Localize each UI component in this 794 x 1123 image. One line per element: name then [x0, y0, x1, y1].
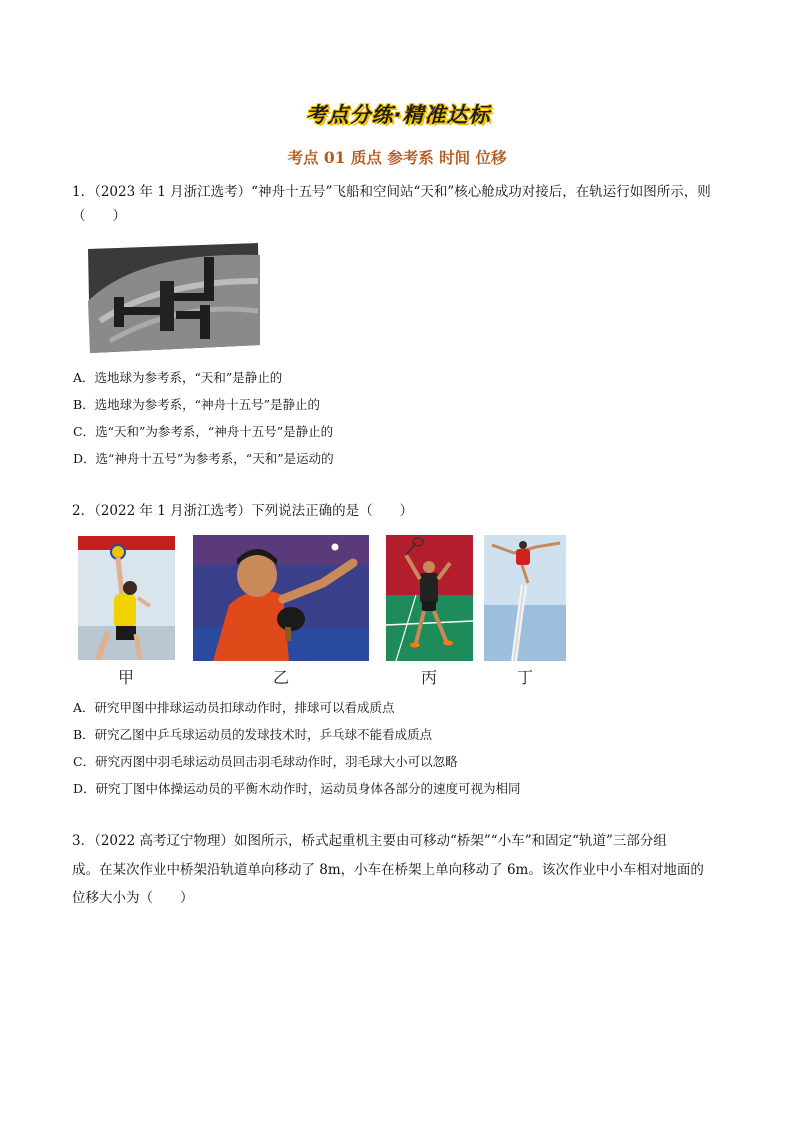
question-2-text: 2．（2022 年 1 月浙江选考）下列说法正确的是（ ） [72, 503, 414, 519]
section-banner: 考点分练·精准达标 [305, 103, 491, 127]
caption-bing: 丙 [420, 668, 437, 687]
section-subtitle: 考点 01 质点 参考系 时间 位移 [287, 148, 507, 167]
badminton-image [386, 535, 473, 661]
caption-jia: 甲 [117, 668, 134, 687]
space-station-image [80, 241, 262, 355]
question-3-line-2: 成。在某次作业中桥架沿轨道单向移动了 8m，小车在桥架上单向移动了 6m。该次作业中小车相对地面的 [72, 862, 704, 878]
q2-option-a: A．研究甲图中排球运动员扣球动作时，排球可以看成质点 [73, 700, 395, 715]
q1-option-b: B．选地球为参考系，“神舟十五号”是静止的 [73, 397, 320, 412]
volleyball-image [78, 536, 175, 660]
q1-option-c: C．选“天和”为参考系，“神舟十五号”是静止的 [73, 424, 334, 439]
q2-option-b: B．研究乙图中乒乓球运动员的发球技术时，乒乓球不能看成质点 [73, 727, 433, 742]
q1-option-a: A．选地球为参考系，“天和”是静止的 [73, 370, 283, 385]
q2-option-d: D．研究丁图中体操运动员的平衡木动作时，运动员身体各部分的速度可视为相同 [73, 781, 521, 796]
balance-beam-image [484, 535, 566, 661]
question-3-line-3: 位移大小为（ ） [72, 890, 194, 906]
q1-option-d: D．选“神舟十五号”为参考系，“天和”是运动的 [73, 451, 334, 466]
question-1-text: 1．（2023 年 1 月浙江选考）“神舟十五号”飞船和空间站“天和”核心舱成功对接后，在轨运行如图所示，则（ ） [72, 184, 711, 224]
question-3-line-1: 3．（2022 高考辽宁物理）如图所示，桥式起重机主要由可移动“桥架”“小车”和固定“轨道”三部分组 [72, 833, 667, 849]
caption-ding: 丁 [516, 668, 533, 687]
caption-yi: 乙 [272, 668, 289, 687]
q2-option-c: C．研究丙图中羽毛球运动员回击羽毛球动作时，羽毛球大小可以忽略 [73, 754, 458, 769]
table-tennis-image [193, 535, 369, 661]
